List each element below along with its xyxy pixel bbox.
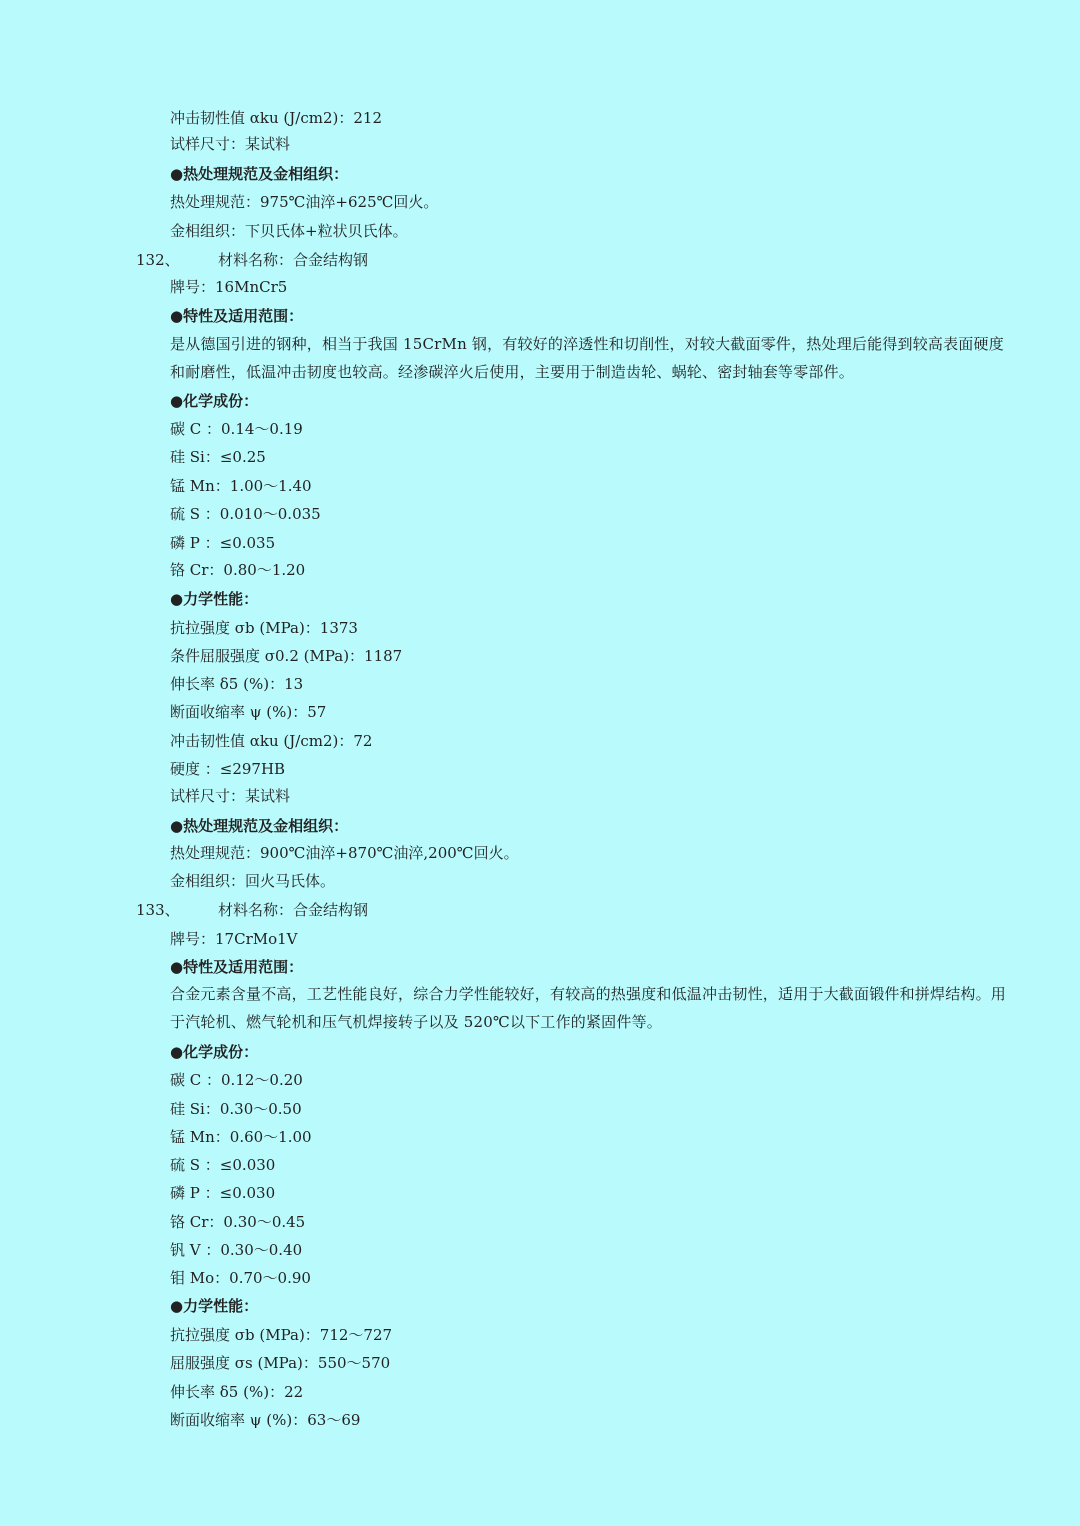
chemical-heading: ●化学成份：	[170, 392, 259, 410]
heat-treatment-spec: 热处理规范：975℃油淬+625℃回火。	[170, 193, 439, 211]
mech-line: 抗拉强度 σb (MPa)：712～727	[170, 1326, 393, 1344]
chem-line: 碳 C ：0.12～0.20	[170, 1071, 303, 1089]
chem-line: 钒 V ：0.30～0.40	[170, 1241, 303, 1259]
metallographic-structure: 金相组织：回火马氏体。	[170, 872, 336, 890]
mech-line: 抗拉强度 σb (MPa)：1373	[170, 619, 358, 637]
properties-text: 是从德国引进的钢种，相当于我国 15CrMn 钢，有较好的淬透性和切削性，对较大截面零件，热处理后能得到较高表面硬度和耐磨性，低温冲击韧度也较高。经渗碳淬火后使用，主要用于制造齿轮、蜗轮、密封轴套等零部件。	[170, 335, 1004, 381]
entry-number: 132、	[136, 251, 180, 269]
chemical-heading: ●化学成份：	[170, 1043, 259, 1061]
mech-line: 断面收缩率 ψ (%)：57	[170, 703, 327, 721]
mechanical-heading: ●力学性能：	[170, 590, 259, 608]
heat-treatment-spec: 热处理规范：900℃油淬+870℃油淬,200℃回火。	[170, 844, 519, 862]
chem-line: 硅 Si：≤0.25	[170, 448, 266, 466]
mechanical-heading: ●力学性能：	[170, 1297, 259, 1315]
impact-toughness: 冲击韧性值 αku (J/cm2)：212	[170, 109, 382, 127]
properties-heading: ●特性及适用范围：	[170, 307, 304, 325]
chem-line: 磷 P ：≤0.030	[170, 1184, 276, 1202]
material-grade: 牌号：16MnCr5	[170, 278, 288, 296]
heat-treatment-heading: ●热处理规范及金相组织：	[170, 817, 349, 835]
properties-text: 合金元素含量不高，工艺性能良好，综合力学性能较好，有较高的热强度和低温冲击韧性，适用于大截面锻件和拼焊结构。用于汽轮机、燃气轮机和压气机焊接转子以及 520℃以下工作的紧固件等。	[170, 985, 1007, 1031]
chem-line: 铬 Cr：0.80～1.20	[170, 561, 306, 579]
chem-line: 硫 S ：≤0.030	[170, 1156, 276, 1174]
chem-line: 硫 S ：0.010～0.035	[170, 505, 321, 523]
chem-line: 铬 Cr：0.30～0.45	[170, 1213, 306, 1231]
chem-line: 锰 Mn：1.00～1.40	[170, 477, 312, 495]
properties-heading: ●特性及适用范围：	[170, 958, 304, 976]
chem-line: 锰 Mn：0.60～1.00	[170, 1128, 312, 1146]
material-grade: 牌号：17CrMo1V	[170, 930, 298, 948]
material-name: 材料名称：合金结构钢	[218, 251, 369, 269]
entry-number: 133、	[136, 901, 180, 919]
chem-line: 碳 C ：0.14～0.19	[170, 420, 303, 438]
mech-line: 伸长率 δ5 (%)：13	[170, 675, 304, 693]
mech-line: 断面收缩率 ψ (%)：63～69	[170, 1411, 361, 1429]
metallographic-structure: 金相组织：下贝氏体+粒状贝氏体。	[170, 222, 408, 240]
mech-line: 冲击韧性值 αku (J/cm2)：72	[170, 732, 373, 750]
chem-line: 硅 Si：0.30～0.50	[170, 1100, 302, 1118]
mech-line: 硬度 ：≤297HB	[170, 760, 286, 778]
material-name: 材料名称：合金结构钢	[218, 901, 369, 919]
heat-treatment-heading: ●热处理规范及金相组织：	[170, 165, 349, 183]
mech-line: 屈服强度 σs (MPa)：550～570	[170, 1354, 391, 1372]
chem-line: 钼 Mo：0.70～0.90	[170, 1269, 311, 1287]
mech-line: 伸长率 δ5 (%)：22	[170, 1383, 304, 1401]
mech-line: 条件屈服强度 σ0.2 (MPa)：1187	[170, 647, 403, 665]
mech-line: 试样尺寸：某试料	[170, 787, 291, 805]
chem-line: 磷 P ：≤0.035	[170, 534, 276, 552]
sample-size: 试样尺寸：某试料	[170, 135, 291, 153]
